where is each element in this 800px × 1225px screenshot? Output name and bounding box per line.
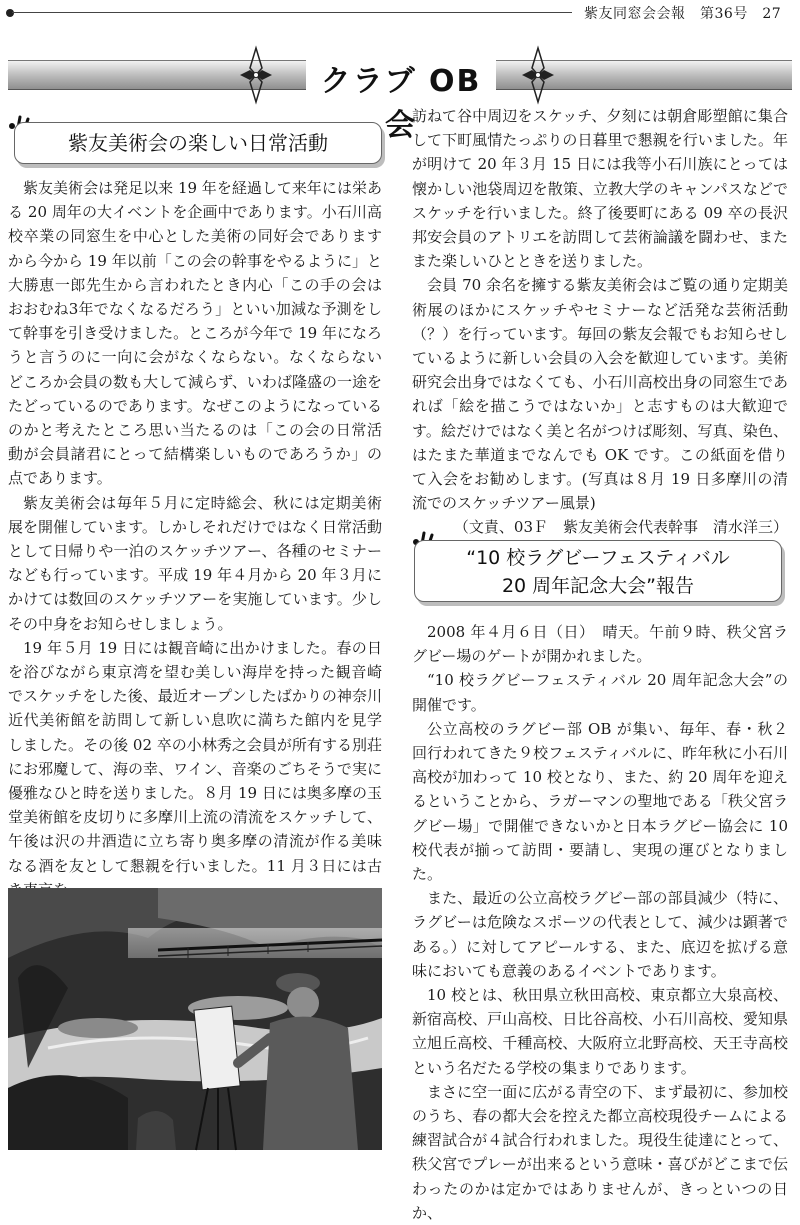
article1-continued bbox=[412, 104, 788, 540]
publication-line: 紫友同窓会会報 第36号 27 bbox=[584, 6, 782, 22]
article1-paragraph: 19 年５月 19 日には観音崎に出かけました。春の日を浴びながら東京湾を望む美しい海岸を持った観音崎でスケッチをした後、最近オープンしたばかりの神奈川近代美術館を訪問して新しい息吹に満ちた館内を見学しました。その後 02 卒の小林秀之会員が所有する別荘にお邪魔して、海の幸、ワイン、音楽のごちそうで実に優雅なひと時を送りました。８月 19 日には奥多摩の玉堂美術館を皮切りに多摩川上流の清流をスケッチして、午後は沢の井酒造に立ち寄り奥多摩の清流が作る美味なる酒を友として懇親を行いました。11 月３日には古 bbox=[8, 638, 382, 875]
article1-heading: 紫友美術会の楽しい日常活動 bbox=[68, 131, 328, 155]
article2-paragraph: “10 校ラグビーフェスティバル 20 周年記念大会”の開催です。 bbox=[412, 671, 788, 714]
article2-heading-line1: “10 校ラグビーフェスティバル bbox=[466, 547, 730, 569]
article1-paragraph: 紫友美術会は発足以来 19 年を経過して来年には栄ある 20 周年の大イベントを企画中であります。小石川高校卒業の同窓生を中心とした美術の同好会でありますから今から 19 年以前「この会の幹事をやるように」と大勝恵一郎先生から言われたとき内心「この手の会はおおむね3年でなくなるだろう」といい加減な予測をして幹事を引き受けました。ところが今年で 19 年になろうと言うのに一向に会がなくならない。なくならないどころか会員の数も大して減らず、いわば隆盛の一途をたどっているのであります。なぜこのようになっているのかと考えたところ思い当たるのは「この会の日常活動が会員諸君にとって結構楽しいものであろうか」の点であります。 bbox=[8, 179, 382, 488]
article2-paragraph: 公立高校のラグビー部 OB が集い、毎年、春・秋２回行われてきた９校フェスティバルに、昨年秋に小石川高校が加わって 10 校となり、また、約 20 周年を迎えるということから、ラガーマンの聖地である「秩父宮ラグビー場」で開催できないかと日本ラグビー協会に 10 校代表が揃って訪問・要請し、実現の運びとなりました。 bbox=[412, 719, 788, 884]
article1-continued-paragraph: 会員 70 余名を擁する紫友美術会はご覧の通り定期美術展のほかにスケッチやセミナーなど活発な芸術活動（？）を行っています。毎回の紫友会報でもお知らせしているように新しい会員の入会を歓迎しています。美術研究会出身ではなくても、小石川高校出身の同窓生であれば「絵を描こうではないか」と志すものは大歓迎です。絵だけではなく美と名がつけば彫刻、写真、染色、はたまた華道までなんでも OK です。この紙面を借りて入会をお勧めします。(写真は８月 19 日多摩川の清流でのスケッチツアー風景) bbox=[412, 276, 788, 513]
header-rule bbox=[12, 12, 572, 13]
running-head bbox=[0, 0, 800, 26]
diamond-ornament-icon bbox=[236, 46, 276, 104]
article1-body bbox=[8, 176, 382, 902]
article2-paragraph: また、最近の公立高校ラグビー部の部員減少（特に、ラグビーは危険なスポーツの代表として、減少は顕著である。）に対してアピールする、また、底辺を拡げる意味においても意義のあるイベントであります。 bbox=[412, 889, 788, 980]
article1-paragraph: 紫友美術会は毎年５月に定時総会、秋には定期美術展を開催しています。しかしそれだけではなく日常活動として日帰りや一泊のスケッチツアー、各種のセミナーなども行っています。平成 19 年４月から 20 年３月にかけては数回のスケッチツアーを実施しています。少しその中身をお知らせしましょう。 bbox=[8, 493, 382, 633]
river-scene-illustration bbox=[8, 888, 382, 1150]
article2-paragraph: 2008 年４月６日（日） 晴天。午前９時、秩父宮ラグビー場のゲートが開かれました。 bbox=[412, 623, 788, 666]
article2-paragraph: まさに空一面に広がる青空の下、まず最初に、参加校のうち、春の都大会を控えた都立高校現役チームによる練習試合が４試合行われました。現役生徒達にとって、秩父宮でプレーが出来るという意味・喜びがどこまで伝わったのかは定かではありませんが、きっといつの日か、 bbox=[412, 1082, 788, 1222]
article2-heading-line2: 20 周年記念大会”報告 bbox=[501, 575, 695, 597]
article2-heading-box bbox=[414, 540, 782, 602]
section-title: クラブ OB 会 bbox=[320, 64, 482, 143]
sketching-by-river-photo bbox=[8, 888, 382, 1150]
article1-byline: （文責、03Ｆ 紫友美術会代表幹事 清水洋三） bbox=[453, 518, 788, 537]
article1-heading-box bbox=[14, 122, 382, 164]
article2-paragraph: 10 校とは、秋田県立秋田高校、東京都立大泉高校、新宿高校、戸山高校、日比谷高校、小石川高校、愛知県立旭丘高校、千種高校、大阪府立北野高校、天王寺高校という名だたる学校の集まりであります。 bbox=[412, 986, 788, 1077]
bullet-dot bbox=[6, 9, 14, 17]
article2-body bbox=[412, 620, 788, 1225]
article1-continued-paragraph: 訪ねて谷中周辺をスケッチ、夕刻には朝倉彫塑館に集合して下町風情たっぷりの日暮里で懇親を行いました。年が明けて 20 年３月 15 日には我等小石川族にとっては懐かしい池袋周辺を散策、立教大学のキャンパスなどでスケッチを行いました。終了後要町にある 09 卒の長沢邦安会員のアトリエを訪問して芸術論議を闘わせ、またまた楽しいひとときを送りました。 bbox=[412, 107, 788, 271]
diamond-ornament-icon bbox=[518, 46, 558, 104]
